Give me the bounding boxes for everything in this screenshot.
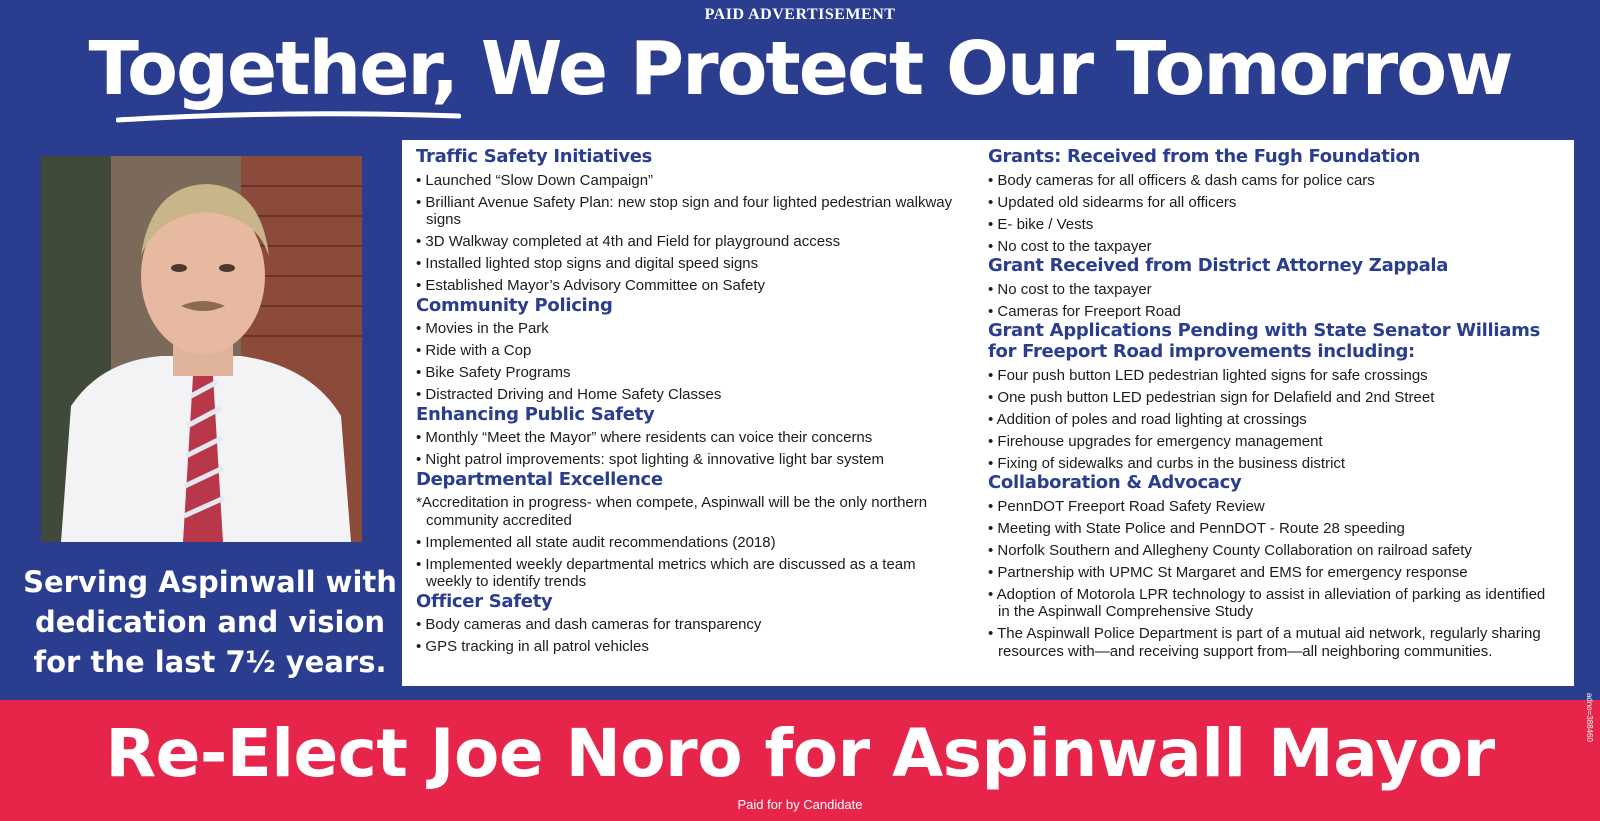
reelect-slogan: Re-Elect Joe Noro for Aspinwall Mayor bbox=[105, 715, 1495, 792]
section-title: Grant Applications Pending with State Senator Williams for Freeport Road improvements including: bbox=[988, 320, 1540, 362]
list-item: • Partnership with UPMC St Margaret and EMS for emergency response bbox=[988, 563, 1468, 581]
candidate-caption bbox=[20, 562, 400, 682]
list-item: *Accreditation in progress- when compete, Aspinwall will be the only northern community accredited bbox=[416, 494, 928, 529]
candidate-photo bbox=[41, 156, 362, 542]
section-title: Collaboration & Advocacy bbox=[988, 472, 1242, 493]
right-column bbox=[988, 146, 1548, 660]
list-item: • No cost to the taxpayer bbox=[988, 280, 1152, 298]
section-title: Community Policing bbox=[416, 294, 613, 316]
list-item: • Implemented weekly departmental metrics which are discussed as a team weekly to identify trends bbox=[416, 555, 916, 590]
list-item: • Launched “Slow Down Campaign” bbox=[416, 171, 654, 189]
list-item: • Brilliant Avenue Safety Plan: new stop sign and four lighted pedestrian walkway signs bbox=[416, 193, 953, 228]
list-item: • Firehouse upgrades for emergency management bbox=[988, 432, 1323, 450]
list-item: • Bike Safety Programs bbox=[416, 364, 571, 381]
caption-line: dedication and vision bbox=[34, 605, 386, 639]
section-title: Traffic Safety Initiatives bbox=[416, 146, 653, 167]
list-item: • E- bike / Vests bbox=[988, 215, 1094, 233]
candidate-portrait-icon bbox=[41, 156, 362, 542]
list-item: • Body cameras for all officers & dash cams for police cars bbox=[988, 171, 1375, 189]
headline: Together, We Protect Our Tomorrow bbox=[88, 26, 1512, 112]
paid-for-disclaimer: Paid for by Candidate bbox=[737, 797, 863, 812]
list-item: • Body cameras and dash cameras for transparency bbox=[416, 616, 762, 633]
caption-line: Serving Aspinwall with bbox=[23, 565, 397, 599]
list-item: • Established Mayor’s Advisory Committee on Safety bbox=[416, 277, 766, 294]
list-item: • Monthly “Meet the Mayor” where residents can voice their concerns bbox=[416, 429, 873, 446]
section-title: Grants: Received from the Fugh Foundation bbox=[988, 146, 1421, 167]
caption-line: for the last 7½ years. bbox=[33, 645, 387, 679]
left-column bbox=[416, 146, 956, 656]
section-title: Departmental Excellence bbox=[416, 468, 663, 490]
list-item: • Ride with a Cop bbox=[416, 342, 532, 359]
section-title: Grant Received from District Attorney Zappala bbox=[988, 255, 1449, 276]
ad-code: adno=388460 bbox=[1585, 692, 1594, 742]
list-item: • PennDOT Freeport Road Safety Review bbox=[988, 497, 1265, 515]
list-item: • No cost to the taxpayer bbox=[988, 237, 1152, 255]
underline-swoosh-icon bbox=[116, 108, 461, 126]
list-item: • Addition of poles and road lighting at crossings bbox=[988, 410, 1307, 428]
list-item: • Meeting with State Police and PennDOT - Route 28 speeding bbox=[988, 519, 1405, 537]
list-item: • Four push button LED pedestrian lighted signs for safe crossings bbox=[988, 366, 1428, 384]
paid-advertisement-label: PAID ADVERTISEMENT bbox=[704, 6, 896, 23]
list-item: • One push button LED pedestrian sign for Delafield and 2nd Street bbox=[988, 388, 1435, 406]
section-title: Officer Safety bbox=[416, 590, 553, 612]
list-item: • Norfolk Southern and Allegheny County Collaboration on railroad safety bbox=[988, 541, 1472, 559]
list-item: • The Aspinwall Police Department is part of a mutual aid network, regularly sharing resources with—and receiving support from—all neighboring communities. bbox=[988, 625, 1541, 660]
list-item: • Cameras for Freeport Road bbox=[988, 302, 1181, 320]
section-title: Enhancing Public Safety bbox=[416, 403, 655, 425]
list-item: • Adoption of Motorola LPR technology to assist in alleviation of parking as identified in the Aspinwall Comprehensive Study bbox=[988, 585, 1546, 620]
list-item: • Installed lighted stop signs and digital speed signs bbox=[416, 255, 759, 272]
accomplishments-panel bbox=[402, 140, 1574, 686]
list-item: • Fixing of sidewalks and curbs in the business district bbox=[988, 454, 1346, 472]
list-item: • GPS tracking in all patrol vehicles bbox=[416, 638, 649, 655]
list-item: • Updated old sidearms for all officers bbox=[988, 193, 1237, 211]
list-item: • 3D Walkway completed at 4th and Field for playground access bbox=[416, 233, 841, 250]
list-item: • Night patrol improvements: spot lighting & innovative light bar system bbox=[416, 451, 884, 468]
list-item: • Distracted Driving and Home Safety Classes bbox=[416, 386, 722, 403]
list-item: • Implemented all state audit recommendations (2018) bbox=[416, 533, 776, 551]
list-item: • Movies in the Park bbox=[416, 320, 549, 337]
